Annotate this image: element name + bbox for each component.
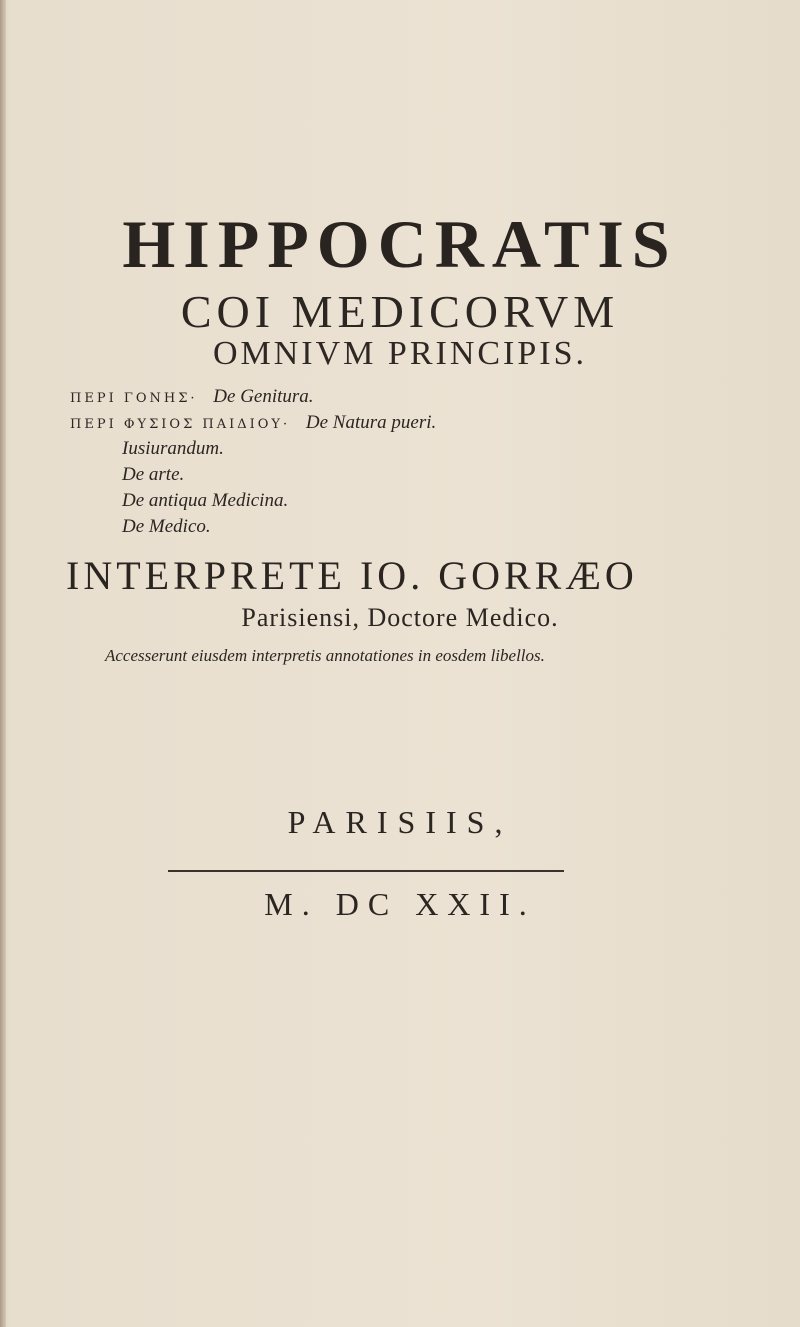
contents-item-greek: ΠΕΡΙ ΓΟΝΗΣ· bbox=[70, 391, 198, 406]
annotations-note: Accesserunt eiusdem interpretis annotationes in eosdem libellos. bbox=[105, 646, 545, 665]
title-line-1: HIPPOCRATIS bbox=[122, 206, 678, 282]
interpreter-line: INTERPRETE IO. GORRÆO bbox=[66, 553, 638, 598]
interpreter-affiliation: Parisiensi, Doctore Medico. bbox=[241, 603, 559, 632]
contents-item bbox=[70, 488, 730, 514]
contents-item-latin: De Medico. bbox=[122, 516, 211, 537]
contents-item-latin: De Genitura. bbox=[213, 386, 314, 407]
contents-item bbox=[70, 514, 730, 540]
contents-item bbox=[70, 410, 730, 436]
contents-item-greek: ΠΕΡΙ ΦΥΣΙΟΣ ΠΑΙΔΙΟΥ· bbox=[70, 417, 291, 432]
contents-item bbox=[70, 436, 730, 462]
imprint-place: PARISIIS, bbox=[287, 804, 513, 840]
imprint-rule bbox=[168, 870, 564, 872]
contents-item-latin: De antiqua Medicina. bbox=[122, 490, 289, 511]
contents-list bbox=[70, 384, 730, 540]
contents-item bbox=[70, 384, 730, 410]
title-line-2: COI MEDICORVM bbox=[180, 286, 620, 337]
title-line-3: OMNIVM PRINCIPIS. bbox=[212, 335, 588, 372]
contents-item-latin: De Natura pueri. bbox=[305, 412, 437, 433]
imprint-year: M. DC XXII. bbox=[264, 886, 536, 922]
contents-item bbox=[70, 462, 730, 488]
page-spine-shadow bbox=[0, 0, 6, 1327]
contents-item-latin: De arte. bbox=[122, 464, 185, 485]
contents-item-latin: Iusiurandum. bbox=[122, 438, 224, 459]
